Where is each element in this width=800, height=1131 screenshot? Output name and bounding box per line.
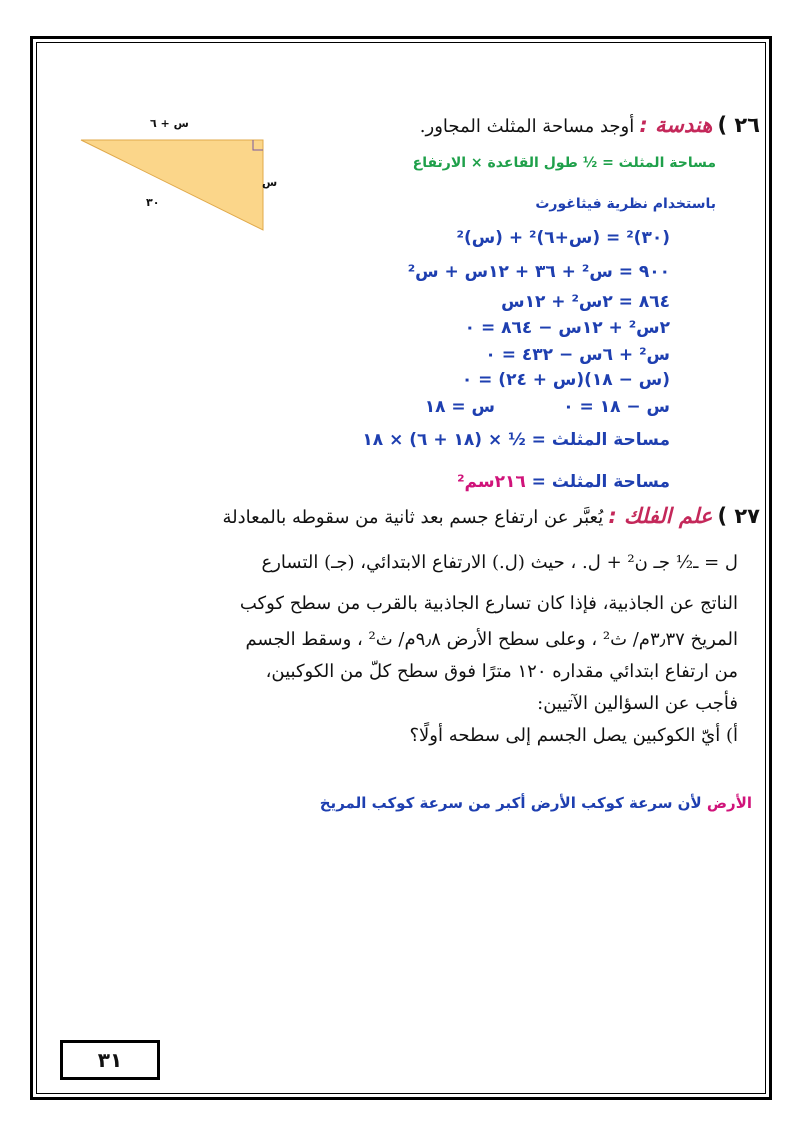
q27-topic: علم الفلك : <box>608 504 713 528</box>
step-3: ٨٦٤ = ٢س² + ١٢س <box>501 292 670 312</box>
q27-answer <box>72 794 752 812</box>
q27-line-6: فأجب عن السؤالين الآتيين: <box>537 693 738 714</box>
step-6: (س − ١٨)(س + ٢٤) = ٠ <box>461 370 670 390</box>
root-right: س = ١٨ <box>424 397 495 417</box>
step-4: ٢س² + ١٢س − ٨٦٤ = ٠ <box>464 318 670 338</box>
q26-header <box>320 113 760 137</box>
right-triangle-figure <box>75 128 278 238</box>
area-formula: مساحة المثلث = ½ طول القاعدة × الارتفاع <box>412 155 716 171</box>
step-1: (٣٠)² = (س+٦)² + (س)² <box>456 228 670 248</box>
area-result-value: ٢١٦سم² <box>457 472 526 492</box>
method-label: باستخدام نظرية فيثاغورث <box>535 196 716 212</box>
q27-line-3: الناتج عن الجاذبية، فإذا كان تسارع الجاذبية بالقرب من سطح كوكب <box>239 593 738 614</box>
triangle-top-label: س + ٦ <box>150 117 189 130</box>
area-calculation: مساحة المثلث = ½ × (١٨ + ٦) × ١٨ <box>362 430 670 450</box>
step-2: ٩٠٠ = س² + ٣٦ + ١٢س + س² <box>407 262 670 282</box>
q26-prompt: أوجد مساحة المثلث المجاور. <box>419 116 635 137</box>
triangle-side-label: س <box>262 176 278 189</box>
q27-line-1: يُعبَّر عن ارتفاع جسم بعد ثانية من سقوطه بالمعادلة <box>222 507 604 528</box>
q27-header <box>60 504 760 528</box>
q27-part-a: أ) أيّ الكوكبين يصل الجسم إلى سطحه أولًا؟ <box>409 725 738 746</box>
q27-answer-rest: لأن سرعة كوكب الأرض أكبر من سرعة كوكب المريخ <box>319 794 707 812</box>
triangle-hypotenuse-label: ٣٠ <box>146 196 160 209</box>
q27-line-4: المريخ ٣٫٣٧م/ ث² ، وعلى سطح الأرض ٩٫٨م/ ث² ، وسقط الجسم <box>245 629 738 650</box>
q26-topic: هندسة : <box>639 113 713 137</box>
area-result-label: مساحة المثلث = <box>525 472 670 492</box>
root-left: س − ١٨ = ٠ <box>563 397 670 417</box>
step-5: س² + ٦س − ٤٣٢ = ٠ <box>485 345 670 365</box>
area-result <box>250 472 670 492</box>
page-number: ٣١ <box>60 1040 160 1080</box>
triangle-shape <box>81 140 263 230</box>
q27-answer-highlight: الأرض <box>706 794 752 812</box>
q27-line-5: من ارتفاع ابتدائي مقداره ١٢٠ مترًا فوق سطح كلّ من الكوكبين، <box>265 661 738 682</box>
q26-number: ٢٦ ) <box>717 113 760 137</box>
q27-line-2: ل = ـ½ جـ ن² + ل. ، حيث (ل.) الارتفاع الابتدائي، (جـ) التسارع <box>261 552 738 573</box>
q27-number: ٢٧ ) <box>717 504 760 528</box>
